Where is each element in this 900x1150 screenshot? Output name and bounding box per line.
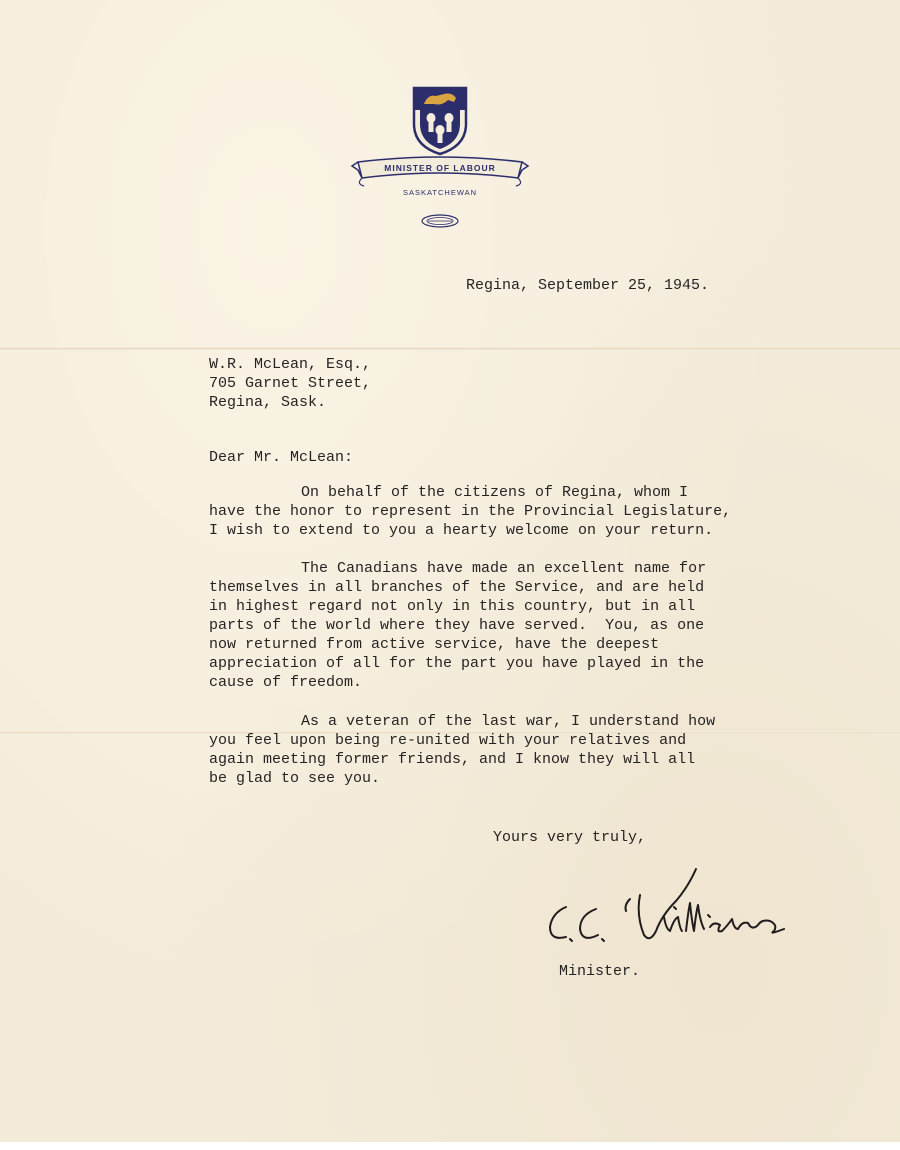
body-line: now returned from active service, have the deepest xyxy=(209,636,660,653)
letter-date: Regina, September 25, 1945. xyxy=(466,277,710,294)
body-line: The Canadians have made an excellent name for xyxy=(301,560,707,577)
body-line: in highest regard not only in this country, but in all xyxy=(209,598,696,615)
body-line: have the honor to represent in the Provincial Legislature, xyxy=(209,503,732,520)
fold-crease xyxy=(0,347,900,350)
recipient-city: Regina, Sask. xyxy=(209,394,327,411)
body-line: I wish to extend to you a hearty welcome on your return. xyxy=(209,522,714,539)
body-line: On behalf of the citizens of Regina, whom I xyxy=(301,484,689,501)
body-paragraph xyxy=(209,713,769,789)
body-line: parts of the world where they have served. You, as one xyxy=(209,617,705,634)
body-line: you feel upon being re-united with your relatives and xyxy=(209,732,687,749)
salutation: Dear Mr. McLean: xyxy=(209,449,354,466)
signer-title: Minister. xyxy=(559,963,641,980)
printers-union-label-icon xyxy=(420,214,460,228)
body-line: again meeting former friends, and I know they will all xyxy=(209,751,696,768)
province-name: SASKATCHEWAN xyxy=(402,188,478,197)
handwritten-signature xyxy=(540,855,800,950)
body-line: appreciation of all for the part you have played in the xyxy=(209,655,705,672)
banner-ribbon-icon xyxy=(350,156,530,190)
body-line: themselves in all branches of the Service, and are held xyxy=(209,579,705,596)
closing: Yours very truly, xyxy=(493,829,647,846)
letterhead xyxy=(350,84,530,234)
body-paragraph xyxy=(209,560,769,693)
body-line: be glad to see you. xyxy=(209,770,381,787)
recipient-name: W.R. McLean, Esq., xyxy=(209,356,372,373)
recipient-street: 705 Garnet Street, xyxy=(209,375,372,392)
saskatchewan-coat-of-arms-icon xyxy=(410,84,470,156)
body-line: As a veteran of the last war, I understand how xyxy=(301,713,716,730)
body-line: cause of freedom. xyxy=(209,674,363,691)
office-title: MINISTER OF LABOUR xyxy=(384,163,496,173)
body-paragraph xyxy=(209,484,769,541)
